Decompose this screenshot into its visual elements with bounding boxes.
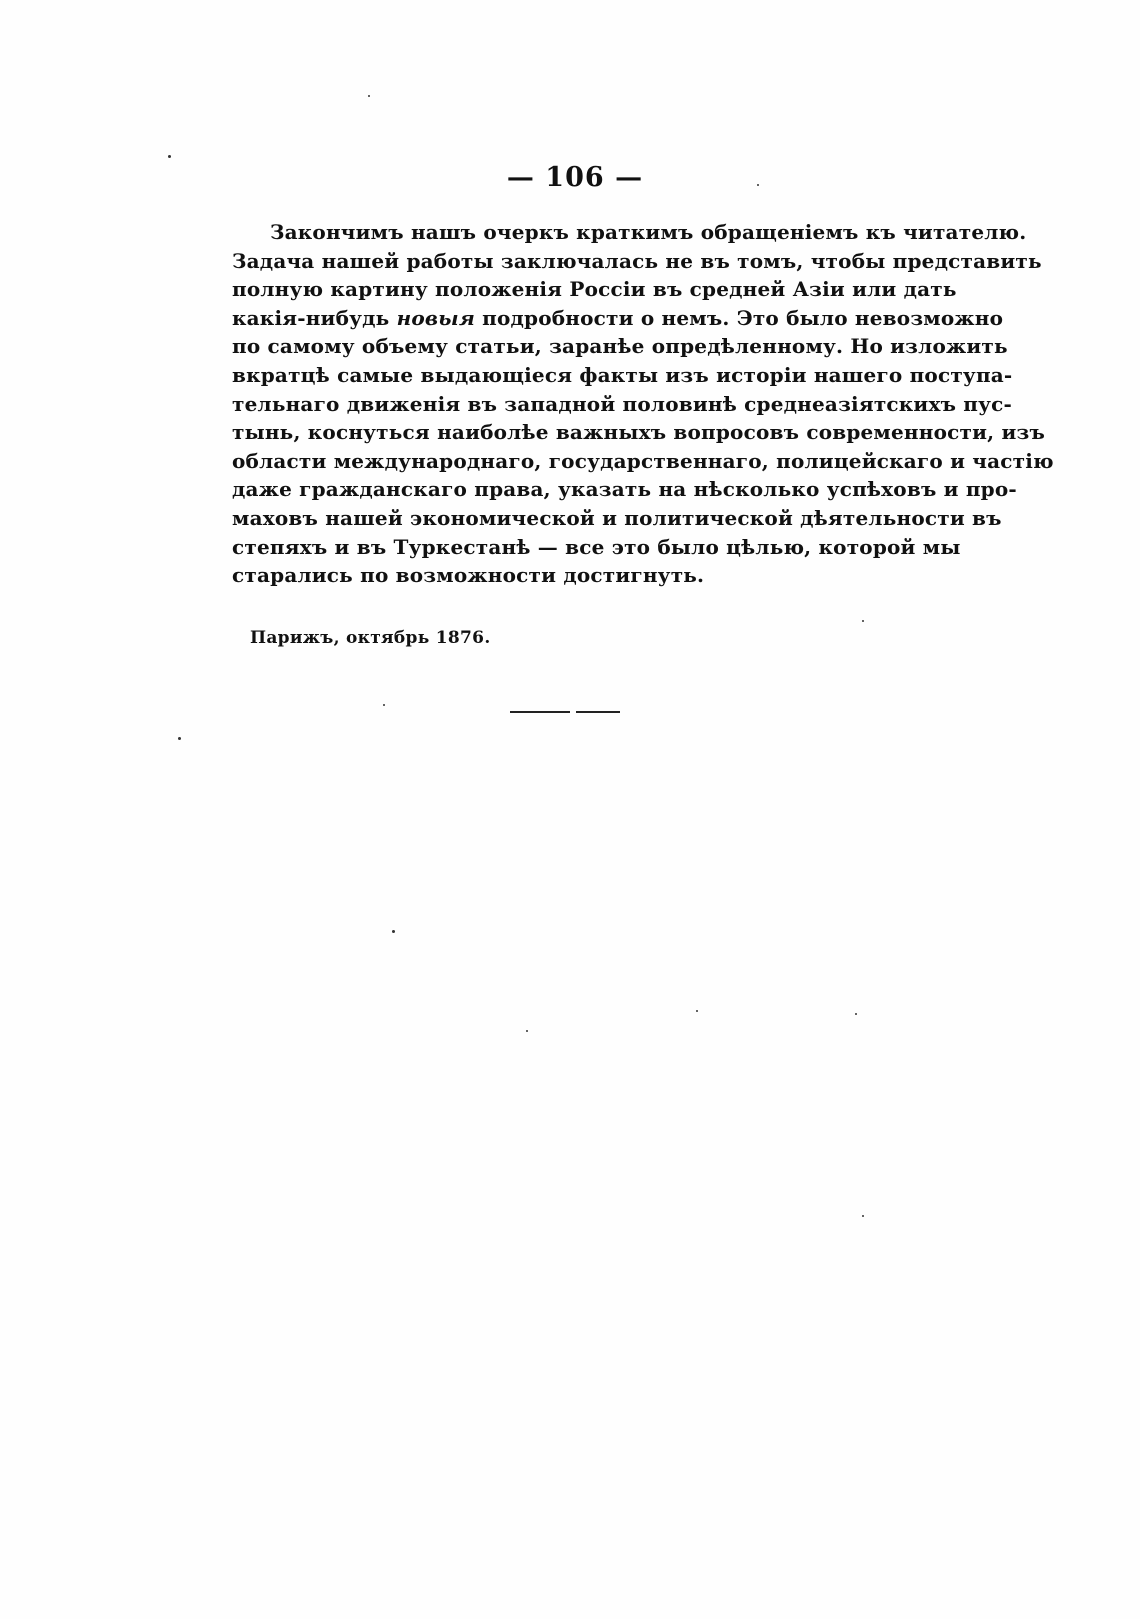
- text-line: области международнаго, государственнаго, полицейскаго и частію: [232, 448, 1054, 473]
- place-date-signature: Парижъ, октябрь 1876.: [250, 628, 491, 648]
- text-line: [232, 304, 1004, 333]
- scan-speck: [178, 737, 181, 740]
- text-line: тельнаго движенія въ западной половинѣ среднеазіятскихъ пус-: [232, 391, 1013, 416]
- scan-speck: [383, 704, 385, 706]
- scan-speck: [757, 184, 759, 186]
- scan-speck: [168, 155, 171, 158]
- scan-speck: [862, 620, 864, 622]
- scan-speck: [526, 1030, 528, 1032]
- text-line: [232, 218, 1027, 247]
- text-line: маховъ нашей экономической и политической дѣятельности въ: [232, 505, 1002, 530]
- text-line: старались по возможности достигнуть.: [232, 563, 705, 588]
- text-line: тынь, коснуться наиболѣе важныхъ вопросовъ современности, изъ: [232, 420, 1046, 445]
- scan-speck: [696, 1010, 698, 1012]
- text-line: по самому объему статьи, заранѣе опредѣленному. Но изложить: [232, 334, 1008, 359]
- text-line: даже гражданскаго права, указать на нѣсколько успѣховъ и про-: [232, 477, 1017, 502]
- text-line-part: какія-нибудь: [232, 305, 397, 330]
- text-line: степяхъ и въ Туркестанѣ — все это было цѣлью, которой мы: [232, 534, 961, 559]
- text-line: вкратцѣ самые выдающіеся факты изъ исторіи нашего поступа-: [232, 362, 1013, 387]
- rule-gap: [570, 710, 576, 714]
- italic-word: новыя: [396, 305, 475, 330]
- scan-speck: [855, 1013, 857, 1015]
- body-paragraph: [232, 218, 1054, 590]
- scan-speck: [392, 930, 395, 933]
- text-line: полную картину положенія Россіи въ средней Азіи или дать: [232, 277, 957, 302]
- text-line-content: Закончимъ нашъ очеркъ краткимъ обращеніемъ къ читателю.: [270, 220, 1027, 244]
- scan-speck: [368, 95, 370, 97]
- text-line: Задача нашей работы заключалась не въ томъ, чтобы представить: [232, 248, 1042, 273]
- page-number: — 106 —: [506, 162, 644, 193]
- text-line-part: подробности о немъ. Это было невозможно: [474, 305, 1004, 330]
- scan-speck: [862, 1215, 864, 1217]
- section-end-rule: [510, 711, 620, 713]
